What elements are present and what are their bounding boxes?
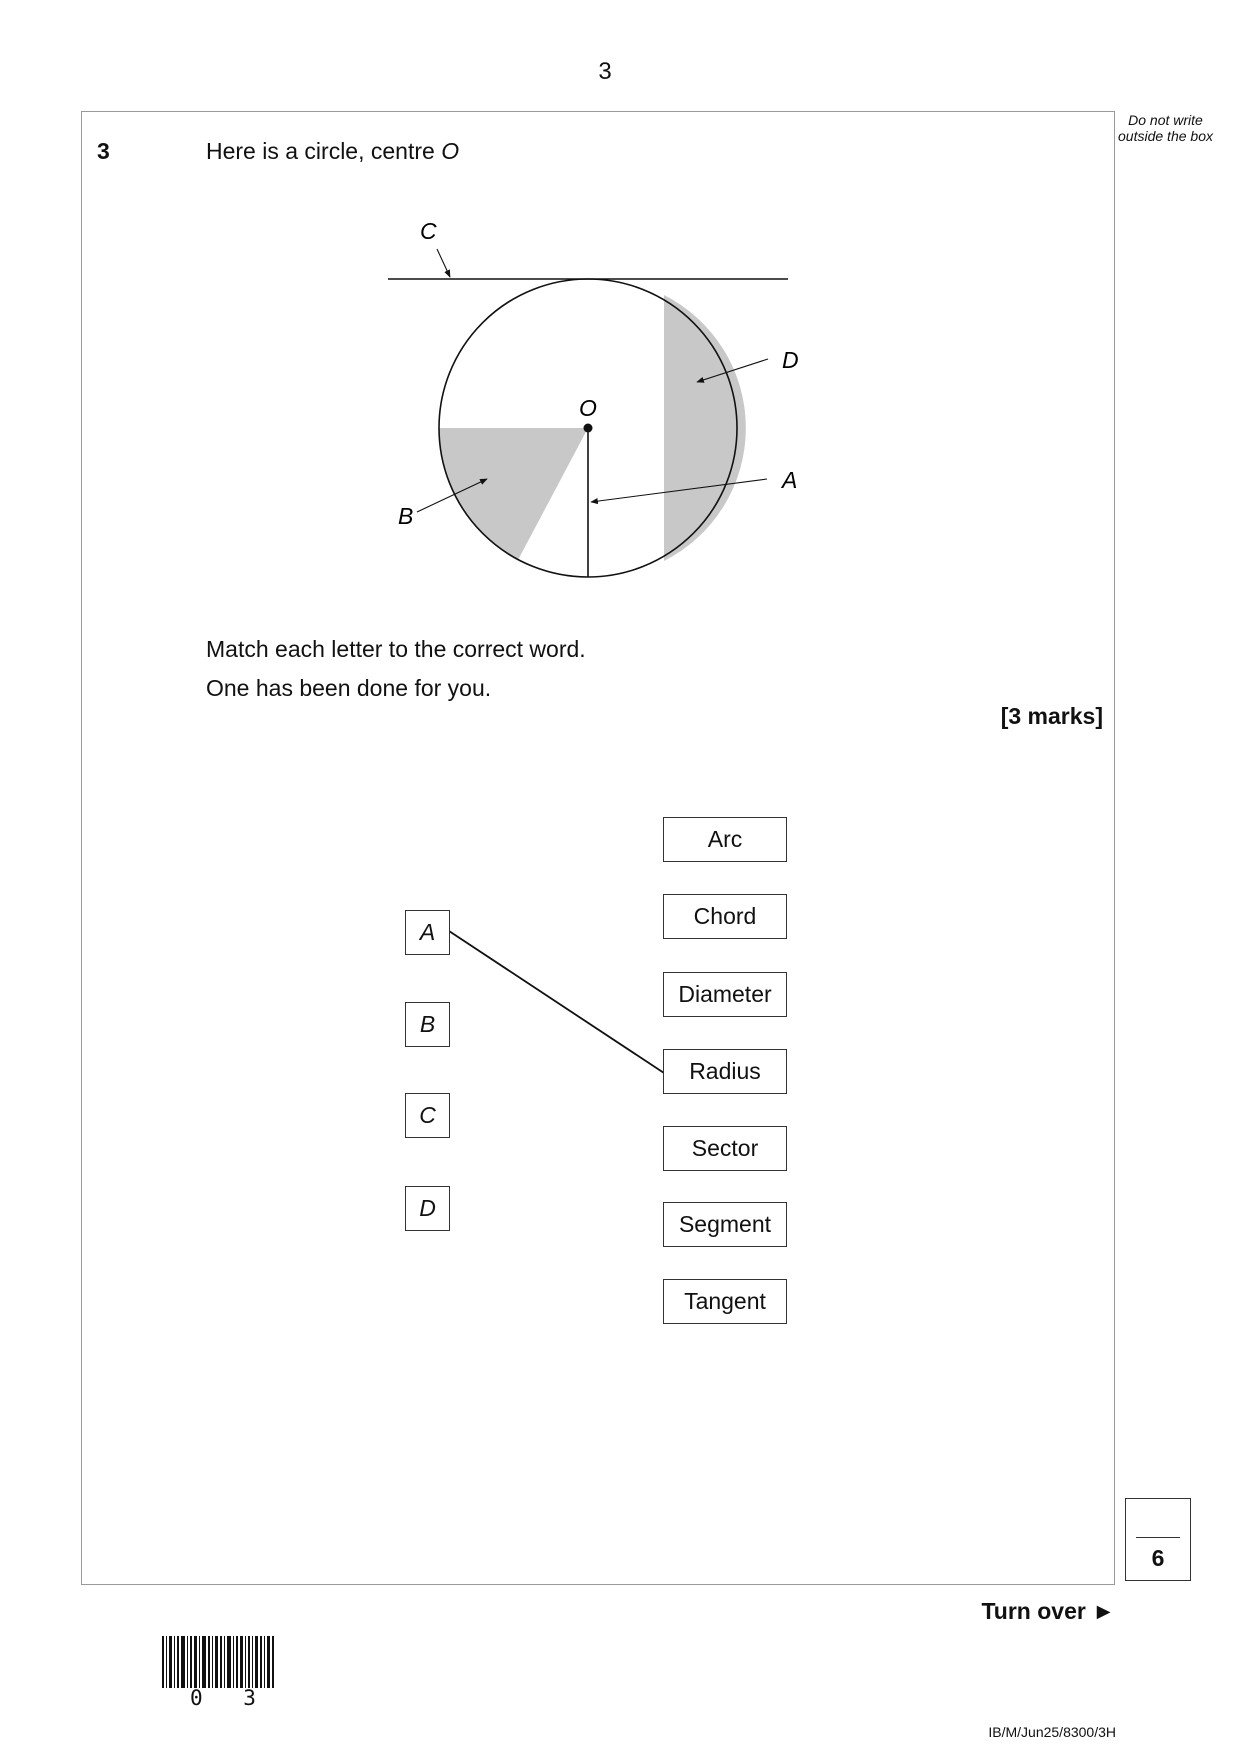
word-box-arc[interactable]: Arc <box>663 817 787 862</box>
instruction-match: Match each letter to the correct word. <box>206 636 586 662</box>
word-box-diameter[interactable]: Diameter <box>663 972 787 1017</box>
sector-b-shading <box>439 428 588 560</box>
label-o: O <box>579 395 597 421</box>
letter-box-b[interactable]: B <box>405 1002 450 1047</box>
letter-box-a[interactable]: A <box>405 910 450 955</box>
score-rule <box>1136 1537 1180 1538</box>
label-a: A <box>782 467 798 493</box>
margin-note: Do not write outside the box <box>1118 112 1213 144</box>
label-b: B <box>398 503 414 529</box>
label-c: C <box>420 218 437 244</box>
barcode-icon <box>162 1636 276 1688</box>
word-box-tangent[interactable]: Tangent <box>663 1279 787 1324</box>
letter-box-c[interactable]: C <box>405 1093 450 1138</box>
letter-box-d[interactable]: D <box>405 1186 450 1231</box>
page-number: 3 <box>598 58 612 85</box>
barcode-digits: 0 3 <box>190 1686 270 1710</box>
turn-over-label: Turn over ► <box>981 1598 1115 1624</box>
question-intro-text: Here is a circle, centre <box>206 138 442 164</box>
arrow-c <box>437 249 450 277</box>
question-number: 3 <box>97 138 110 164</box>
question-intro <box>206 138 459 165</box>
label-d: D <box>782 347 799 373</box>
centre-point <box>584 424 593 433</box>
marks-label: [3 marks] <box>1000 703 1103 729</box>
word-box-chord[interactable]: Chord <box>663 894 787 939</box>
centre-symbol: O <box>441 138 460 164</box>
score-total: 6 <box>1151 1545 1165 1571</box>
word-box-segment[interactable]: Segment <box>663 1202 787 1247</box>
paper-code: IB/M/Jun25/8300/3H <box>988 1724 1116 1740</box>
instruction-example: One has been done for you. <box>206 675 492 701</box>
word-box-sector[interactable]: Sector <box>663 1126 787 1171</box>
circle-diagram <box>380 205 820 600</box>
word-box-radius[interactable]: Radius <box>663 1049 787 1094</box>
